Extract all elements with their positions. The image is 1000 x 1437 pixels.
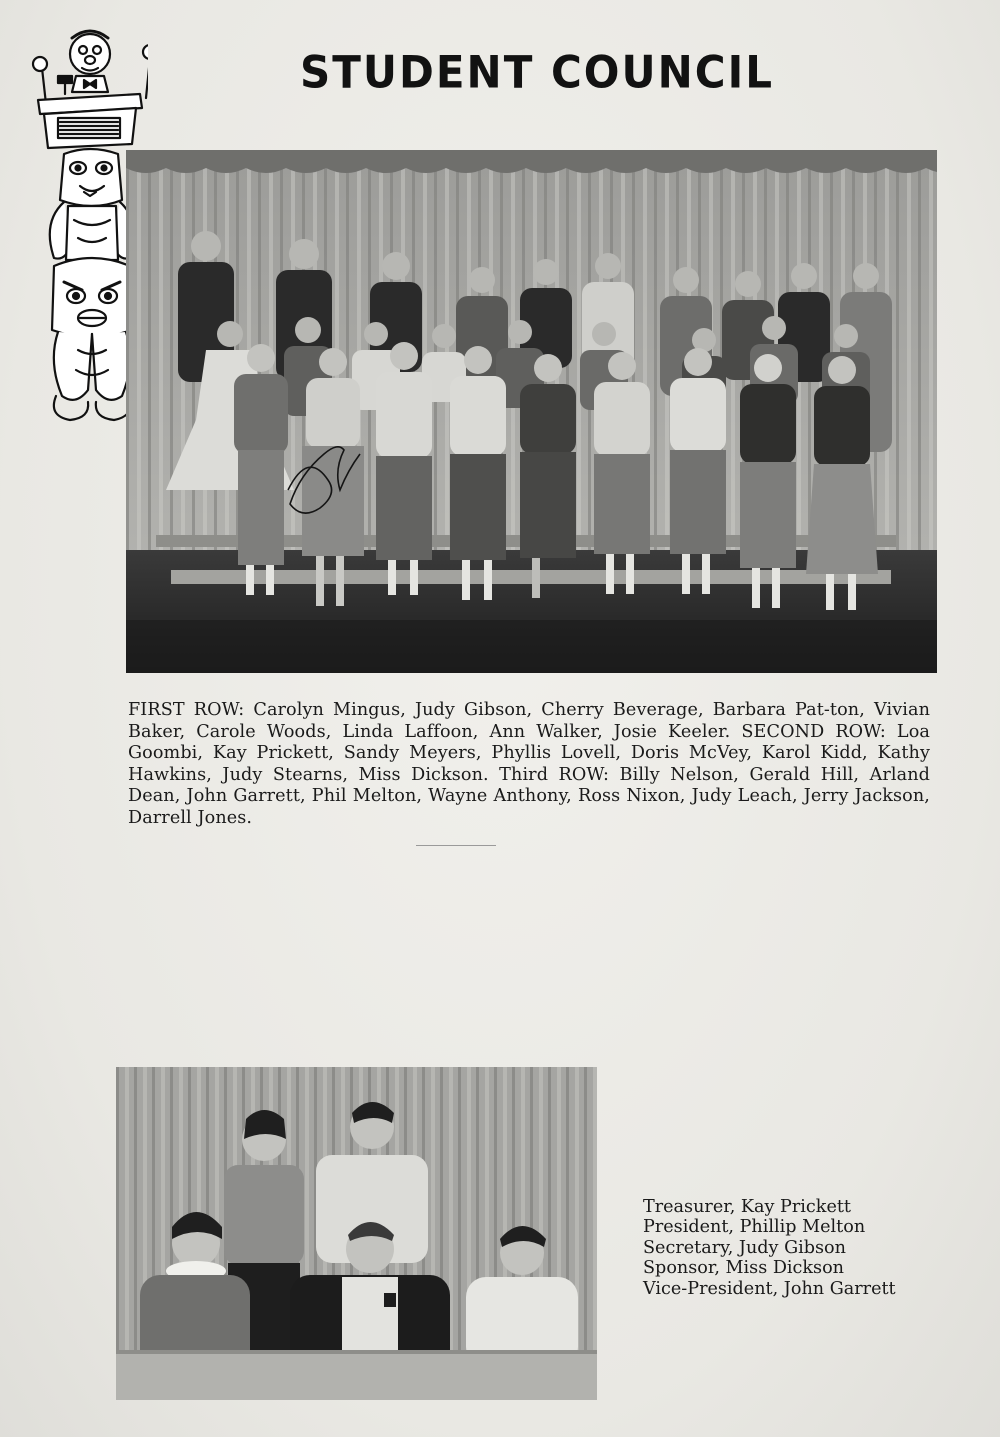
- officers-photo: [116, 1067, 597, 1400]
- officer-president: President, Phillip Melton: [643, 1217, 866, 1238]
- officer-vice-president: Vice-President, John Garrett: [643, 1278, 896, 1299]
- group-photo-caption: FIRST ROW: Carolyn Mingus, Judy Gibson, Cherry Beverage, Barbara Pat-ton, Vivian Baker, Carole Woods, Linda Laffoon, Ann Walker, Josie Keeler. SECOND ROW: Loa Goombi, Kay Prickett, Sandy Meyers, Phyllis Lovell, Doris McVey, Karol Kidd, Kathy Hawkins, Judy Stearns, Miss Dickson. Third ROW: Billy Nelson, Gerald Hill, Arland Dean, John Garrett, Phil Melton, Wayne Anthony, Ross Nixon, Judy Leach, Jerry Jackson, Darrell Jones.: [128, 700, 930, 828]
- group-photo: [126, 150, 937, 673]
- page-title: STUDENT COUNCIL: [300, 46, 774, 99]
- divider: [416, 845, 496, 846]
- officers-list: [643, 1197, 896, 1299]
- officer-treasurer: Treasurer, Kay Prickett: [643, 1197, 851, 1217]
- officer-secretary: Secretary, Judy Gibson: [643, 1237, 846, 1258]
- officer-sponsor: Sponsor, Miss Dickson: [643, 1258, 845, 1279]
